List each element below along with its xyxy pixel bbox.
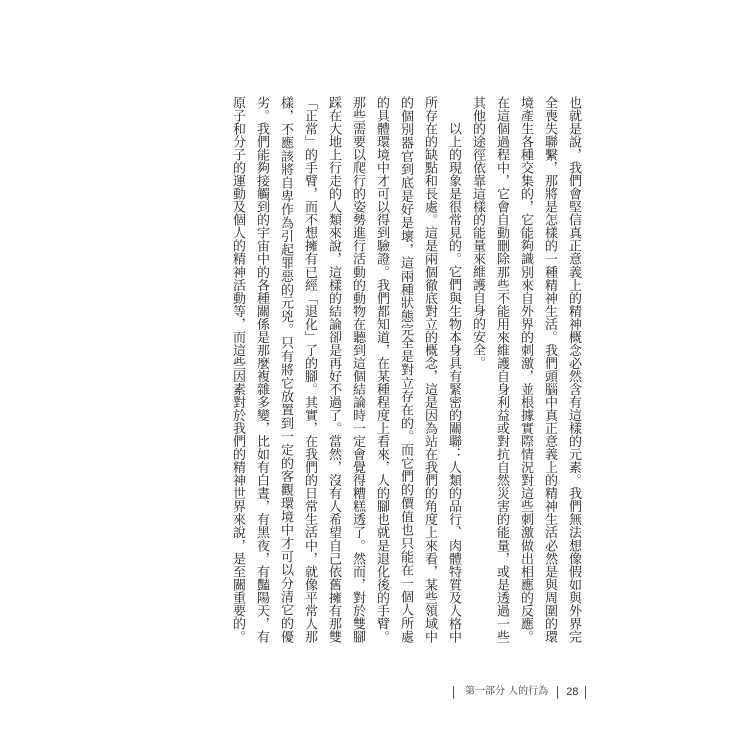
- text-line: 所存在的缺點和長處。這是兩個徹底對立的概念，這是因為站在我們的角度上來看，某些領域中: [422, 96, 437, 643]
- text-line: 在這個過程中，它會自動刪除那些不能用來維護自身利益或對抗自然災害的能量，或是透過一些: [494, 96, 509, 643]
- footer-divider: [453, 686, 454, 699]
- page-number: 28: [566, 686, 579, 698]
- text-line: 其他的途徑依靠這樣的能量來維護自身的安全。: [470, 96, 485, 369]
- body-text: [225, 96, 585, 643]
- text-line: 的個別器官到底是好是壞，這兩種狀態完全是對立存在的。而它們的價值也只能在一個人所處: [398, 96, 413, 643]
- text-line: 境產生各種交集的，它能夠識別來自外界的刺激，並根據實際情況對這些刺激做出相應的反應。: [518, 96, 533, 643]
- text-line: 樣，不應該將自卑作為引起罪惡的元兇。只有將它放置到一定的客觀環境中才可以分清它的優: [278, 96, 293, 643]
- text-line: 原子和分子的運動及個人的精神活動等，而這些因素對於我們的精神世界來說，是至關重要的。: [230, 96, 245, 643]
- text-line: 劣。我們能夠接觸到的宇宙中的各種關係是那麼複雜多變，比如有白晝，有黑夜，有豔陽天，有: [254, 96, 269, 643]
- footer-divider: [585, 686, 586, 699]
- page-footer: [453, 684, 586, 700]
- section-title: 第一部分 人的行為: [465, 686, 549, 697]
- text-line: 的具體環境中才可以得到驗證。我們都知道，在某種程度上看來，人的腳也就是退化後的手臂。: [374, 96, 389, 643]
- text-line: 「正常」的手臂，而不想擁有已經「退化」了的腳。其實，在我們的日常生活中，就像平常人那: [302, 96, 317, 643]
- text-line: 以上的現象是很常見的。它們與生物本身具有緊密的關聯：人類的品行、肉體特質及人格中: [446, 122, 461, 643]
- footer-divider: [557, 686, 558, 699]
- text-line: 那些需要以爬行的姿勢進行活動的動物在聽到這個結論時一定會覺得糟糕透了。然而，對於雙腳: [350, 96, 365, 643]
- text-line: 踩在大地上行走的人類來說，這樣的結論卻是再好不過了。當然，沒有人希望自己依舊擁有那雙: [326, 96, 341, 643]
- text-line: 也就是說，我們會堅信真正意義上的精神概念必然含有這樣的元素。我們無法想像假如與外界完: [566, 96, 581, 643]
- text-line: 全喪失聯繫，那將是怎樣的一種精神生活。我們頭腦中真正意義上的精神生活必然是與周圍的環: [542, 96, 557, 643]
